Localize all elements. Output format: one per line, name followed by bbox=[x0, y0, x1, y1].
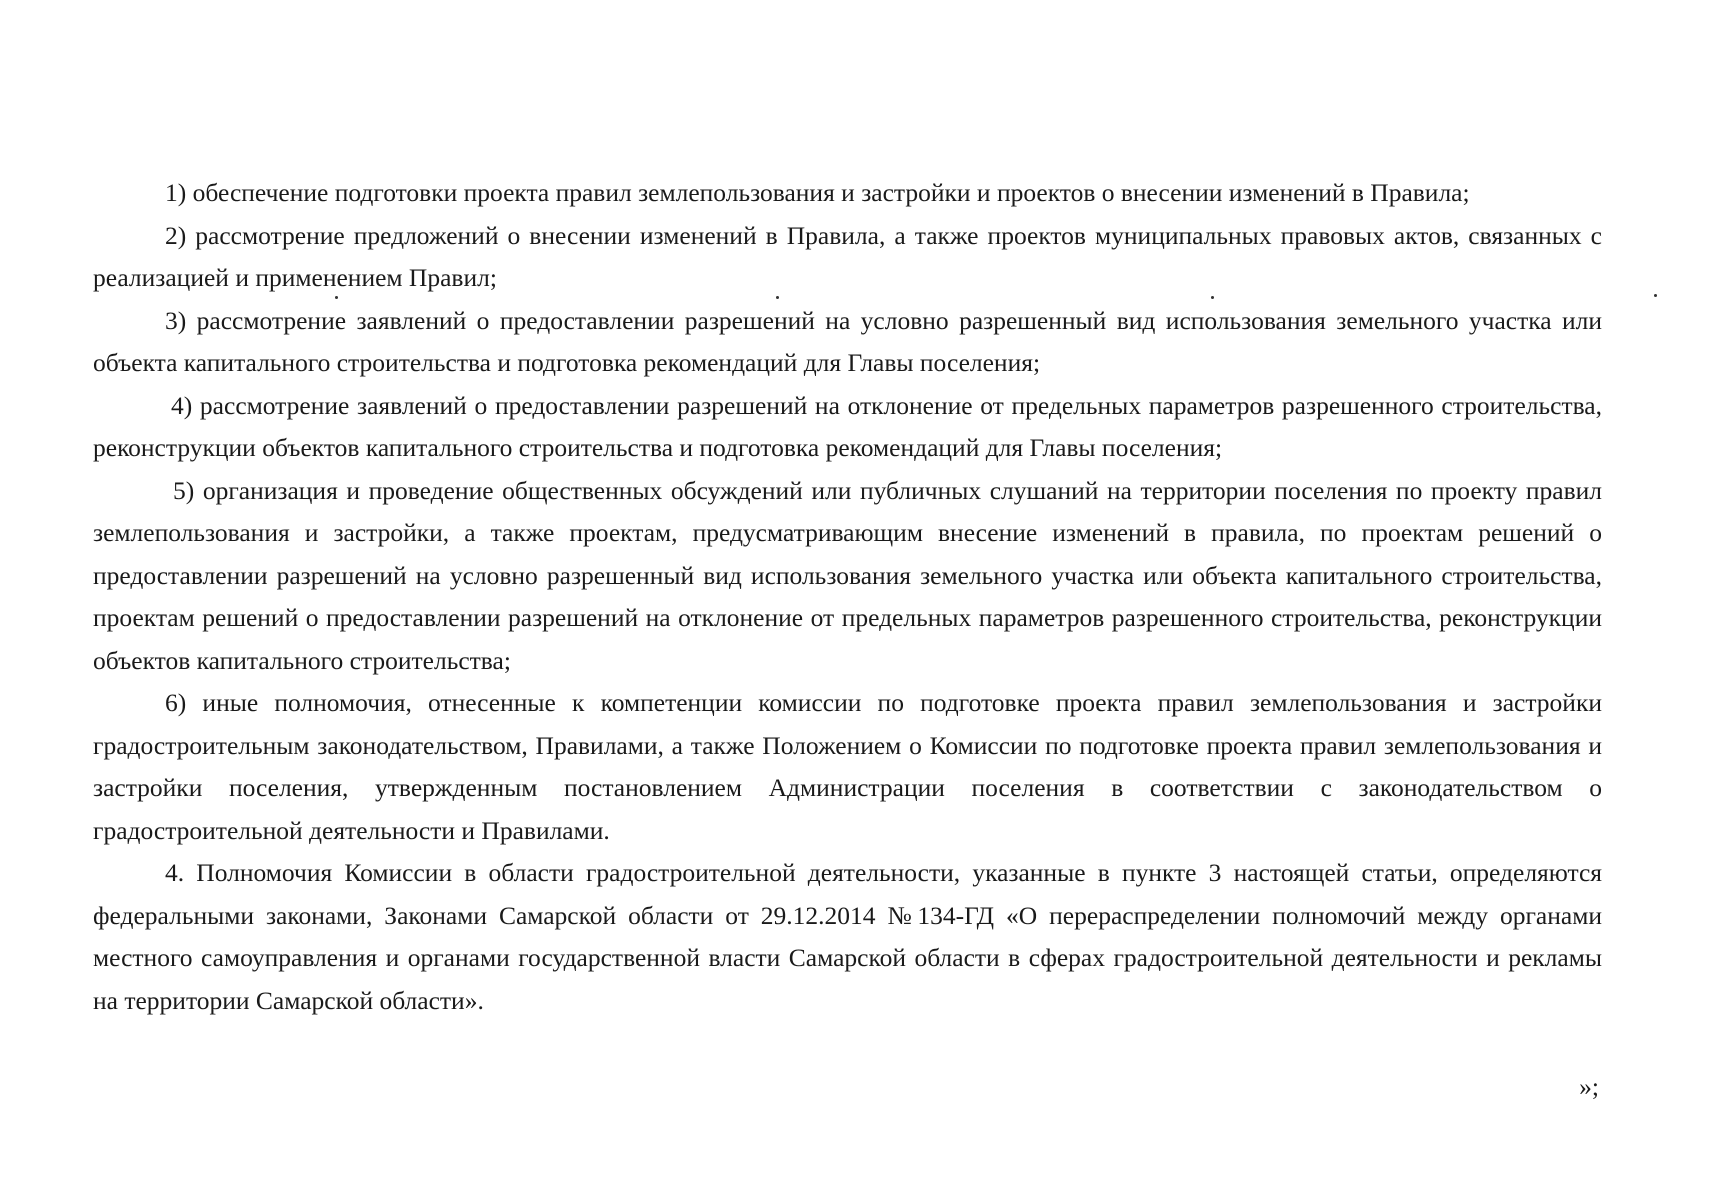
paragraph-section-4: 4. Полномочия Комиссии в области градостроительной деятельности, указанные в пункте 3 настоящей статьи, определяются федеральными законами, Законами Самарской области от 29.12.2014 №134-ГД «О перераспределении полномочий между органами местного самоуправления и органами государственной власти Самарской области в сферах градостроительной деятельности и рекламы на территории Самарской области». bbox=[93, 858, 1602, 1015]
scan-speck bbox=[1654, 294, 1657, 297]
document-body bbox=[93, 172, 1602, 1022]
paragraph-item-5: 5) организация и проведение общественных обсуждений или публичных слушаний на территории поселения по проекту правил землепользования и застройки, а также проектам, предусматривающим внесение изменений в правила, по проектам решений о предоставлении разрешений на условно разрешенный вид использования земельного участка или объекта капитального строительства, проектам решений о предоставлении разрешений на отклонение от предельных параметров разрешенного строительства, реконструкции объектов капитального строительства; bbox=[93, 475, 1602, 675]
paragraph-item-6: 6) иные полномочия, отнесенные к компетенции комиссии по подготовке проекта правил землепользования и застройки градостроительным законодательством, Правилами, а также Положением о Комиссии по подготовке проекта правил землепользования и застройки поселения, утвержденным постановлением Администрации поселения в соответствии с законодательством о градостроительной деятельности и Правилами. bbox=[93, 688, 1602, 845]
paragraph-item-3: 3) рассмотрение заявлений о предоставлении разрешений на условно разрешенный вид использования земельного участка или объекта капитального строительства и подготовка рекомендаций для Главы поселения; bbox=[93, 305, 1602, 377]
paragraph-item-4: 4) рассмотрение заявлений о предоставлении разрешений на отклонение от предельных параметров разрешенного строительства, реконструкции объектов капитального строительства и подготовка рекомендаций для Главы поселения; bbox=[93, 390, 1602, 462]
paragraph-item-1: 1) обеспечение подготовки проекта правил землепользования и застройки и проектов о внесении изменений в Правила; bbox=[165, 178, 1470, 207]
scan-speck bbox=[776, 296, 779, 299]
scan-speck bbox=[1211, 296, 1214, 299]
closing-quote: »; bbox=[1579, 1072, 1599, 1101]
paragraph-item-2: 2) рассмотрение предложений о внесении изменений в Правила, а также проектов муниципальных правовых актов, связанных с реализацией и применением Правил; bbox=[93, 220, 1602, 292]
scan-speck bbox=[335, 296, 338, 299]
